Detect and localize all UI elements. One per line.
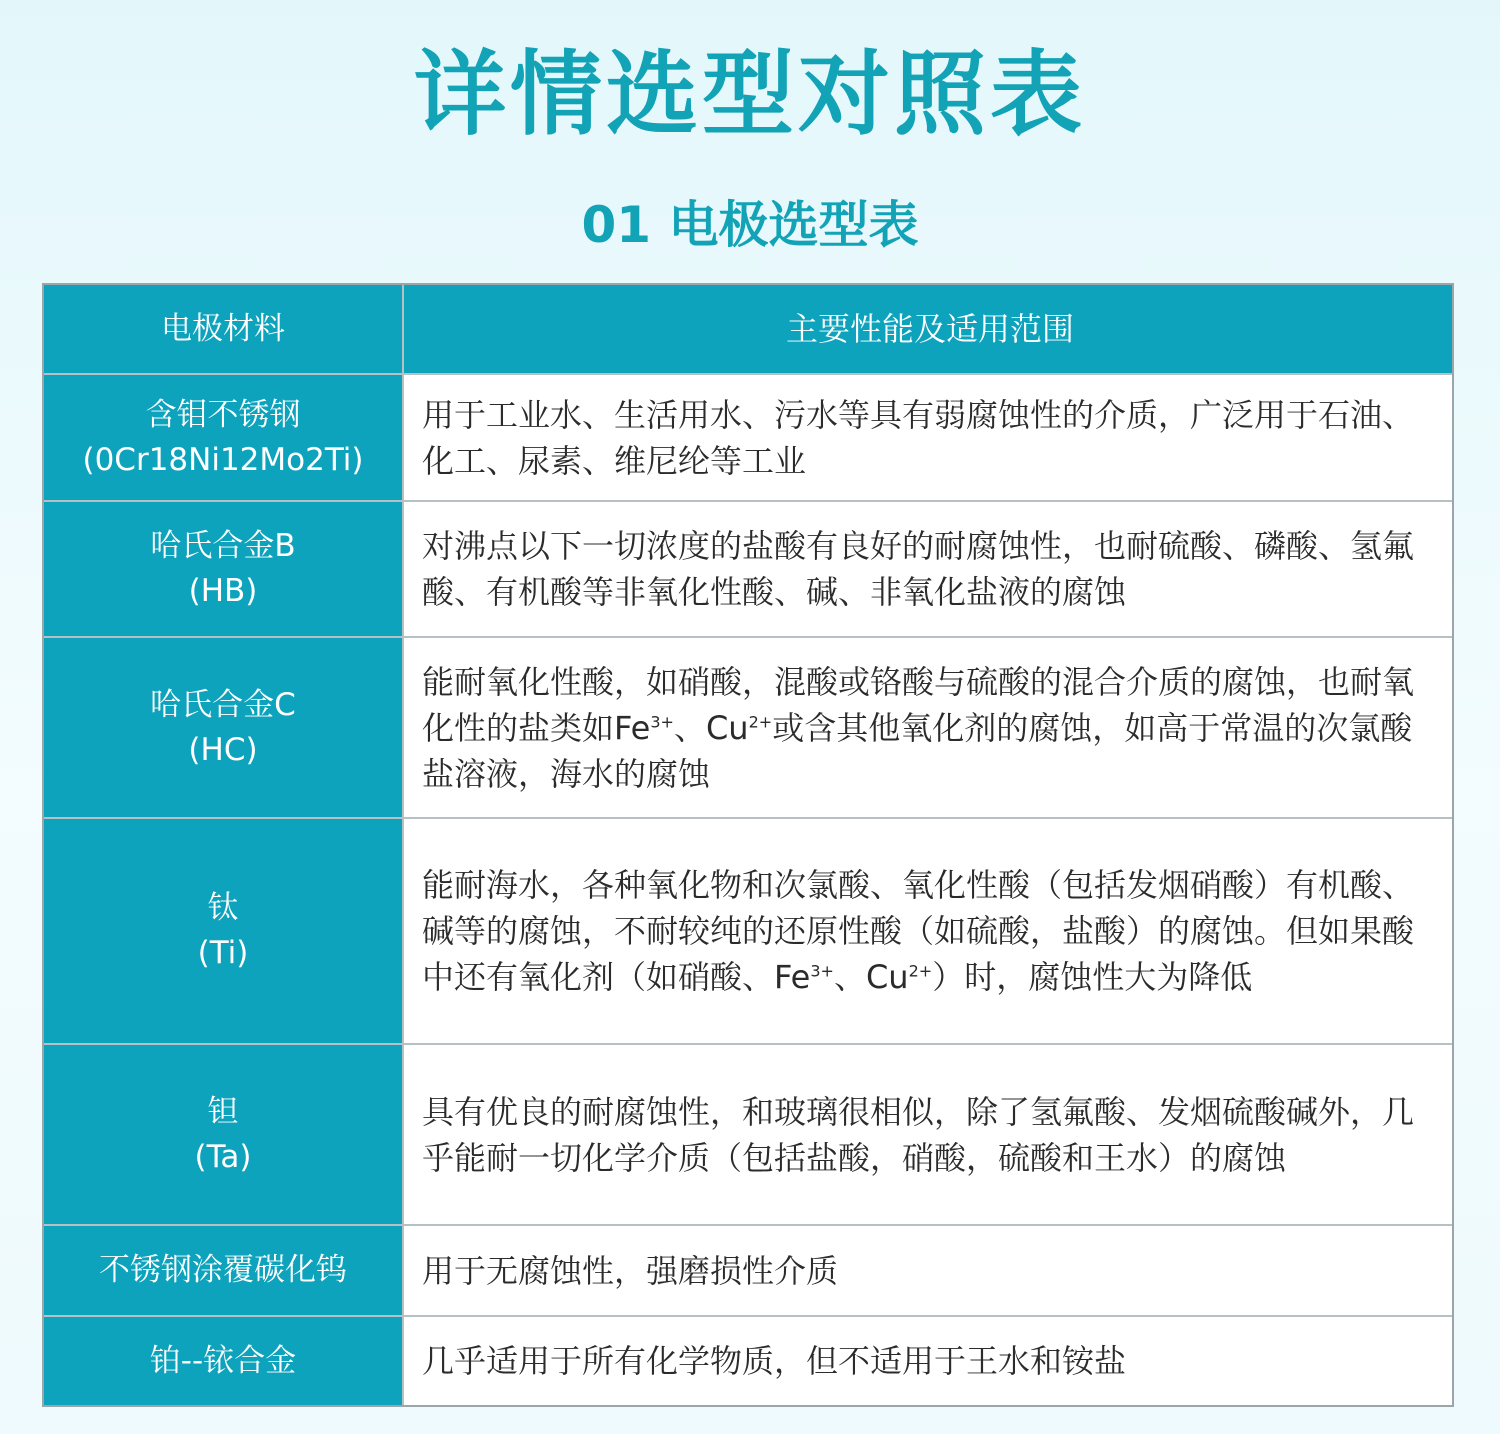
- description-text: 对沸点以下一切浓度的盐酸有良好的耐腐蚀性，也耐硫酸、磷酸、氢氟酸、有机酸等非氧化性酸、碱、非氧化盐液的腐蚀: [422, 527, 1415, 611]
- material-name: 哈氏合金C: [150, 686, 296, 723]
- table-row: [44, 636, 1452, 817]
- header-material: [44, 285, 404, 373]
- material-name: 钛: [207, 890, 239, 926]
- description-part: ）时，腐蚀性大为降低: [932, 958, 1253, 996]
- ion-charge: 2+: [748, 711, 773, 731]
- table-row: [44, 1224, 1452, 1315]
- description-cell: [404, 1317, 1452, 1405]
- material-cell: [44, 502, 404, 636]
- description-part: 能耐氧化性酸，如硝酸，混酸或铬酸与硫酸的混合介质的腐蚀，也耐氧化性的盐类如Fe: [422, 662, 1415, 747]
- description-text: 用于工业水、生活用水、污水等具有弱腐蚀性的介质，广泛用于石油、化工、尿素、维尼纶等工业: [422, 395, 1415, 480]
- electrode-selection-table: [42, 283, 1454, 1407]
- material-code: (0Cr18Ni12Mo2Ti): [82, 441, 364, 478]
- description-part: 能耐海水，各种氧化物和次氯酸、氧化性酸（包括发烟硝酸）有机酸、碱等的腐蚀，不耐较纯的还原性酸（如硫酸，盐酸）的腐蚀。但如果酸中还有氧化剂（如硝酸、Fe: [422, 866, 1415, 996]
- description-cell: [404, 502, 1452, 636]
- material-name: 含钼不锈钢: [145, 396, 301, 433]
- material-code: (Ta): [194, 1138, 252, 1175]
- description-text: [422, 659, 1438, 797]
- header-material-label: 电极材料: [161, 310, 285, 347]
- material-cell: [44, 375, 404, 500]
- table-row: [44, 1043, 1452, 1224]
- material-cell: [44, 1226, 404, 1315]
- material-code: (HC): [188, 731, 258, 768]
- material-cell: [44, 1317, 404, 1405]
- header-performance-label: 主要性能及适用范围: [785, 310, 1074, 348]
- table-row: [44, 500, 1452, 636]
- description-part: 、Cu: [833, 958, 909, 996]
- table-row: [44, 1315, 1452, 1405]
- material-name: 铂--铱合金: [149, 1342, 297, 1379]
- material-name: 哈氏合金B: [150, 528, 296, 564]
- table-header-row: [44, 285, 1452, 373]
- description-text: 几乎适用于所有化学物质，但不适用于王水和铵盐: [422, 1342, 1127, 1380]
- material-name: 不锈钢涂覆碳化钨: [99, 1252, 347, 1288]
- description-part: 或含其他氧化剂的腐蚀，如高于常温的次氯酸盐溶液，海水的腐蚀: [422, 708, 1413, 793]
- description-cell: [404, 638, 1452, 817]
- table-row: [44, 817, 1452, 1043]
- ion-charge: 3+: [810, 961, 834, 981]
- section-subtitle: 01 电极选型表: [581, 196, 919, 254]
- description-text: [422, 862, 1438, 1000]
- material-cell: [44, 638, 404, 817]
- description-text: 用于无腐蚀性，强磨损性介质: [422, 1251, 839, 1290]
- header-performance: [404, 285, 1452, 373]
- description-cell: [404, 375, 1452, 500]
- table-row: [44, 373, 1452, 500]
- ion-charge: 3+: [650, 711, 674, 731]
- material-code: (Ti): [197, 935, 249, 971]
- description-cell: [404, 1226, 1452, 1315]
- material-cell: [44, 1045, 404, 1224]
- description-cell: [404, 819, 1452, 1043]
- description-part: 、Cu: [673, 708, 749, 747]
- page-title: 详情选型对照表: [413, 41, 1086, 148]
- material-name: 钽: [207, 1093, 239, 1130]
- description-text: 具有优良的耐腐蚀性，和玻璃很相似，除了氢氟酸、发烟硫酸碱外，几乎能耐一切化学介质（包括盐酸，硝酸，硫酸和王水）的腐蚀: [422, 1092, 1415, 1177]
- material-code: (HB): [188, 573, 258, 609]
- description-cell: [404, 1045, 1452, 1224]
- material-cell: [44, 819, 404, 1043]
- ion-charge: 2+: [908, 961, 933, 981]
